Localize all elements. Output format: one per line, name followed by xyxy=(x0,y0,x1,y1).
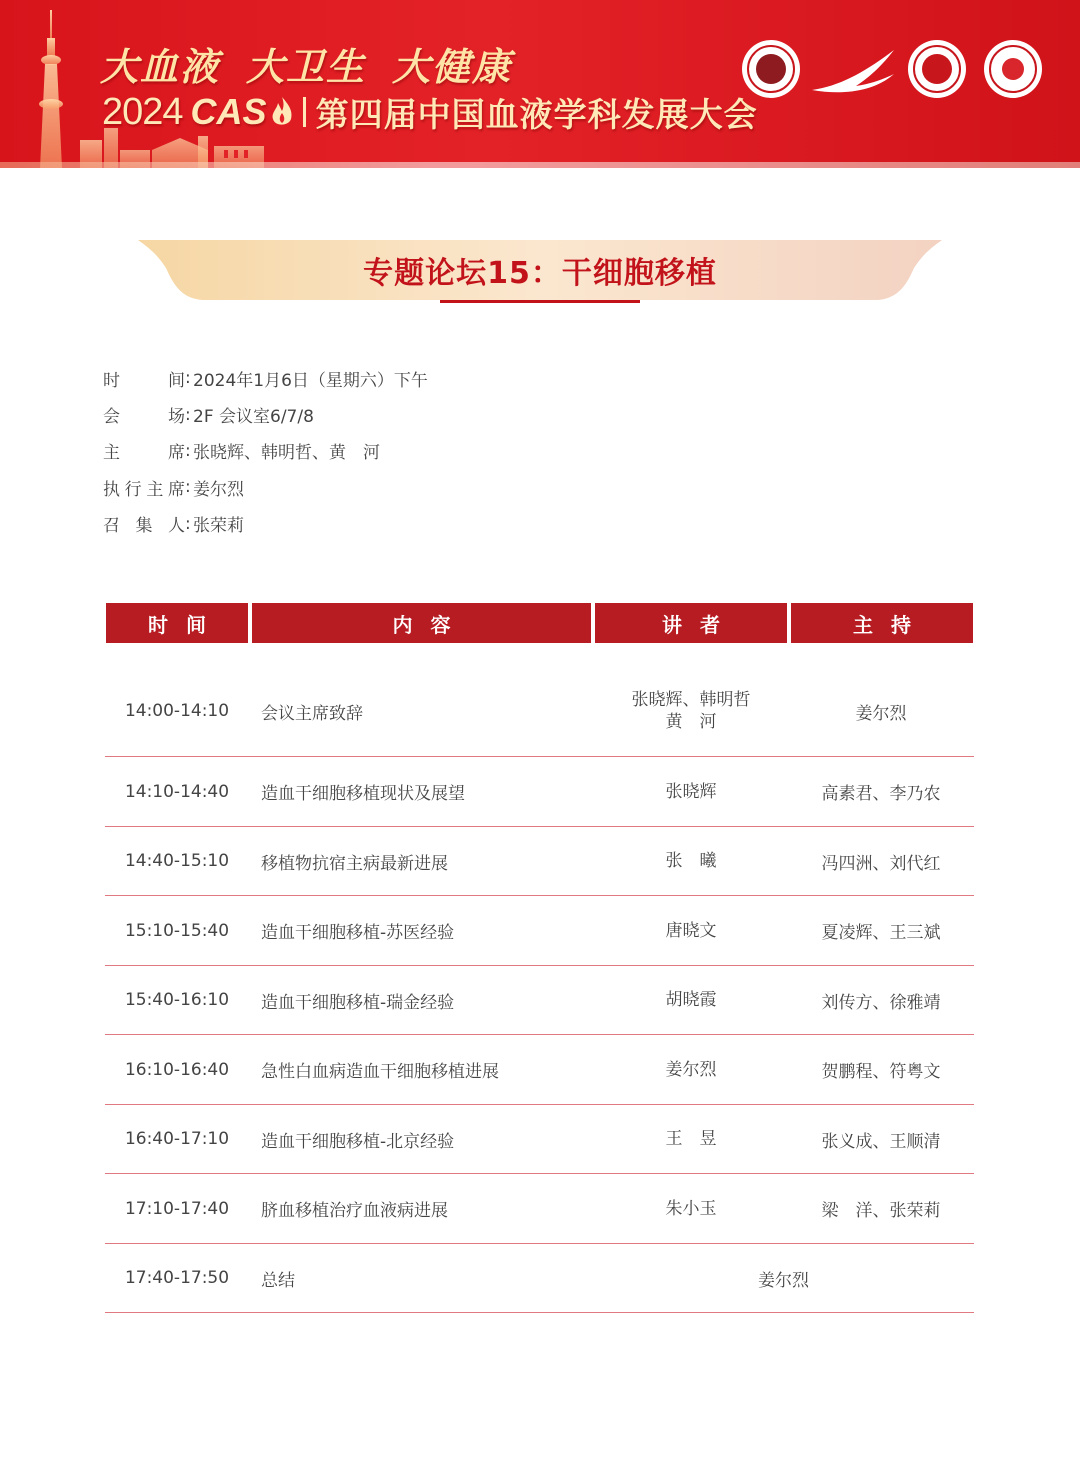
row-topic: 急性白血病造血干细胞移植进展 xyxy=(261,1062,499,1082)
row-time: 17:40-17:50 xyxy=(124,1268,230,1288)
row-speaker-line-1: 胡晓霞 xyxy=(665,990,717,1010)
row-topic: 造血干细胞移植-苏医经验 xyxy=(261,923,455,943)
header-banner xyxy=(0,0,1080,168)
info-label: 主 席 xyxy=(103,443,185,464)
table-row xyxy=(105,1035,974,1105)
row-host: 贺鹏程、符粤文 xyxy=(821,1062,941,1082)
info-row-time: 时 间 : 2024年1月6日（星期六）下午 xyxy=(103,360,428,396)
row-host: 高素君、李乃农 xyxy=(821,784,941,804)
info-value-venue: 2F 会议室6/7/8 xyxy=(193,407,314,428)
info-row-executive-chair: 执 行 主 席 : 姜尔烈 xyxy=(103,469,428,505)
info-label: 会 场 xyxy=(103,407,185,428)
conference-abbr: CAS xyxy=(190,91,267,132)
flame-icon xyxy=(269,95,295,129)
conference-title xyxy=(102,90,758,134)
row-topic: 造血干细胞移植-北京经验 xyxy=(261,1131,455,1152)
info-row-convener: 召 集 人 : 张荣莉 xyxy=(103,506,428,542)
info-row-venue: 会 场 : 2F 会议室6/7/8 xyxy=(103,396,428,432)
row-time: 16:10-16:40 xyxy=(124,1059,230,1080)
row-topic: 造血干细胞移植-瑞金经验 xyxy=(261,992,455,1013)
info-label: 时 间 xyxy=(103,370,185,391)
header-speaker: 讲者 xyxy=(595,603,787,643)
row-time: 14:40-15:10 xyxy=(124,851,230,871)
slogan xyxy=(100,36,538,91)
row-speaker xyxy=(593,1105,789,1173)
row-time: 15:40-16:10 xyxy=(124,990,230,1010)
table-row xyxy=(105,1174,974,1244)
row-host: 刘传方、徐雅靖 xyxy=(821,992,941,1013)
table-row xyxy=(105,1105,974,1174)
row-time: 17:10-17:40 xyxy=(124,1198,230,1219)
table-row xyxy=(105,757,974,827)
row-host: 冯四洲、刘代红 xyxy=(821,853,941,874)
society-emblem-1-icon xyxy=(742,40,800,98)
row-speaker-line-1: 唐晓文 xyxy=(665,920,717,941)
table-row xyxy=(105,666,974,757)
row-topic: 会议主席致辞 xyxy=(261,703,363,724)
row-topic: 造血干细胞移植现状及展望 xyxy=(261,784,465,804)
row-speaker-line-2: 黄 河 xyxy=(665,712,717,732)
row-speaker xyxy=(593,1174,789,1243)
row-speaker-line-1: 张晓辉、韩明哲 xyxy=(631,690,751,710)
info-row-chair: 主 席 : 张晓辉、韩明哲、黄 河 xyxy=(103,433,428,469)
row-time: 14:10-14:40 xyxy=(124,781,230,802)
row-speaker-line-1: 张晓辉 xyxy=(665,781,717,802)
schedule-table-header xyxy=(106,603,973,643)
row-speaker xyxy=(593,827,789,895)
row-speaker-line-1: 朱小玉 xyxy=(665,1198,717,1219)
row-host: 姜尔烈 xyxy=(855,703,907,724)
header-content: 内容 xyxy=(252,603,591,643)
table-row-summary xyxy=(105,1244,974,1313)
slogan-3: 大健康 xyxy=(392,44,513,89)
row-host: 梁 洋、张荣莉 xyxy=(821,1201,941,1221)
row-time: 14:00-14:10 xyxy=(124,701,230,721)
row-speaker xyxy=(593,966,789,1034)
info-label: 召 集 人 xyxy=(103,516,185,537)
conference-name: 第四届中国血液学科发展大会 xyxy=(315,94,758,134)
forum-title-ribbon xyxy=(138,238,942,302)
row-time: 15:10-15:40 xyxy=(124,920,230,941)
row-host: 夏凌辉、王三斌 xyxy=(821,923,941,943)
forum-title-underline xyxy=(440,300,640,303)
header-time: 时间 xyxy=(106,603,248,643)
table-row xyxy=(105,827,974,896)
row-topic: 脐血移植治疗血液病进展 xyxy=(261,1201,448,1221)
info-value-executive-chair: 姜尔烈 xyxy=(193,479,244,500)
info-label: 执 行 主 席 xyxy=(103,479,185,500)
row-speaker-host: 姜尔烈 xyxy=(758,1270,809,1291)
row-topic: 总结 xyxy=(261,1270,295,1291)
row-time: 16:40-17:10 xyxy=(124,1129,230,1149)
row-speaker xyxy=(593,1035,789,1104)
table-row xyxy=(105,966,974,1035)
row-speaker-line-1: 王 昱 xyxy=(665,1129,717,1149)
row-topic: 移植物抗宿主病最新进展 xyxy=(261,853,448,874)
slogan-1: 大血液 xyxy=(100,44,221,89)
organizer-logos xyxy=(738,38,1050,108)
row-speaker xyxy=(593,666,789,756)
society-emblem-2-icon xyxy=(908,40,966,98)
row-speaker-line-1: 张 曦 xyxy=(665,851,717,871)
slogan-2: 大卫生 xyxy=(246,44,367,89)
society-emblem-3-icon xyxy=(984,40,1042,98)
info-value-convener: 张荣莉 xyxy=(193,516,244,537)
info-value-time: 2024年1月6日（星期六）下午 xyxy=(193,370,428,391)
session-info xyxy=(103,360,428,542)
row-speaker-line-1: 姜尔烈 xyxy=(665,1059,717,1080)
swoosh-logo-icon xyxy=(810,46,896,96)
header-host: 主持 xyxy=(791,603,973,643)
table-row xyxy=(105,896,974,966)
row-speaker xyxy=(593,896,789,965)
conference-year: 2024 xyxy=(102,90,183,133)
row-host: 张义成、王顺清 xyxy=(821,1131,941,1152)
title-separator xyxy=(303,97,306,127)
forum-title: 专题论坛15：干细胞移植 xyxy=(363,256,717,291)
info-value-chair: 张晓辉、韩明哲、黄 河 xyxy=(193,443,380,464)
row-speaker xyxy=(593,757,789,826)
